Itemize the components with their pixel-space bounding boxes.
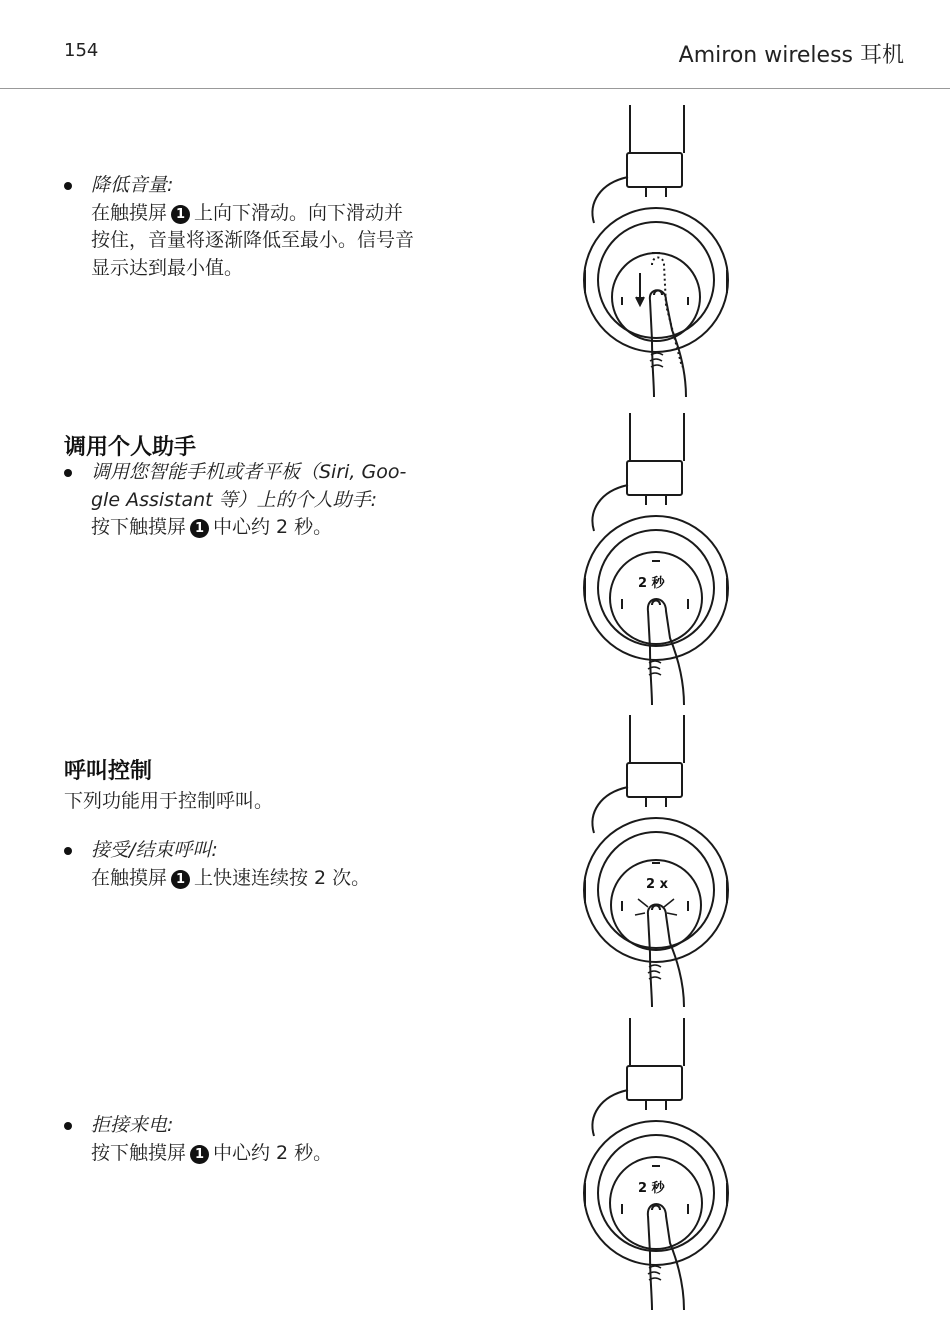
bullet-lead: gle Assistant 等）上的个人助手: (91, 488, 378, 511)
instruction-line: 显示达到最小值。 (91, 256, 244, 279)
touchpad-marker: 1 (190, 1145, 209, 1164)
bullet-lead: 调用您智能手机或者平板（Siri, Goo- (91, 461, 407, 483)
bullet-volume-down (64, 172, 494, 282)
section-intro: 下列功能用于控制呼叫。 (64, 790, 274, 812)
figure-label: 2 秒 (638, 576, 665, 591)
instruction-line: 在触摸屏 1 上快速连续按 2 次。 (91, 866, 371, 889)
touchpad-marker: 1 (190, 519, 209, 538)
figure-double-tap (560, 715, 770, 1010)
bullet-dot (64, 182, 72, 190)
headphone-illustration (560, 105, 770, 400)
bullet-dot (64, 469, 72, 477)
headphone-illustration (560, 715, 770, 1010)
bullet-lead: 降低音量: (91, 174, 174, 196)
bullet-lead: 拒接来电: (91, 1114, 174, 1136)
page-number: 154 (64, 40, 99, 61)
headphone-illustration (560, 1018, 770, 1313)
section-heading-calls: 呼叫控制 (64, 759, 153, 784)
bullet-assistant (64, 459, 494, 542)
section-heading-assistant: 调用个人助手 (64, 435, 197, 460)
figure-press-hold (560, 413, 770, 708)
touchpad-marker: 1 (171, 205, 190, 224)
bullet-accept-call (64, 837, 494, 892)
instruction-line: 按下触摸屏 1 中心约 2 秒。 (91, 1141, 333, 1164)
figure-label: 2 秒 (638, 1181, 665, 1196)
bullet-lead: 接受/结束呼叫: (91, 839, 218, 861)
instruction-line: 按下触摸屏 1 中心约 2 秒。 (91, 516, 333, 538)
instruction-line: 在触摸屏 1 上向下滑动。向下滑动并 (91, 201, 404, 224)
figure-swipe-down (560, 105, 770, 400)
figure-label: 2 x (646, 877, 668, 892)
header-divider (0, 88, 950, 89)
bullet-dot (64, 847, 72, 855)
instruction-line: 按住，音量将逐渐降低至最小。信号音 (91, 229, 415, 251)
touchpad-marker: 1 (171, 870, 190, 889)
bullet-reject-call (64, 1112, 494, 1167)
bullet-dot (64, 1122, 72, 1130)
figure-press-hold-reject (560, 1018, 770, 1313)
headphone-illustration (560, 413, 770, 708)
running-title: Amiron wireless 耳机 (678, 43, 904, 68)
